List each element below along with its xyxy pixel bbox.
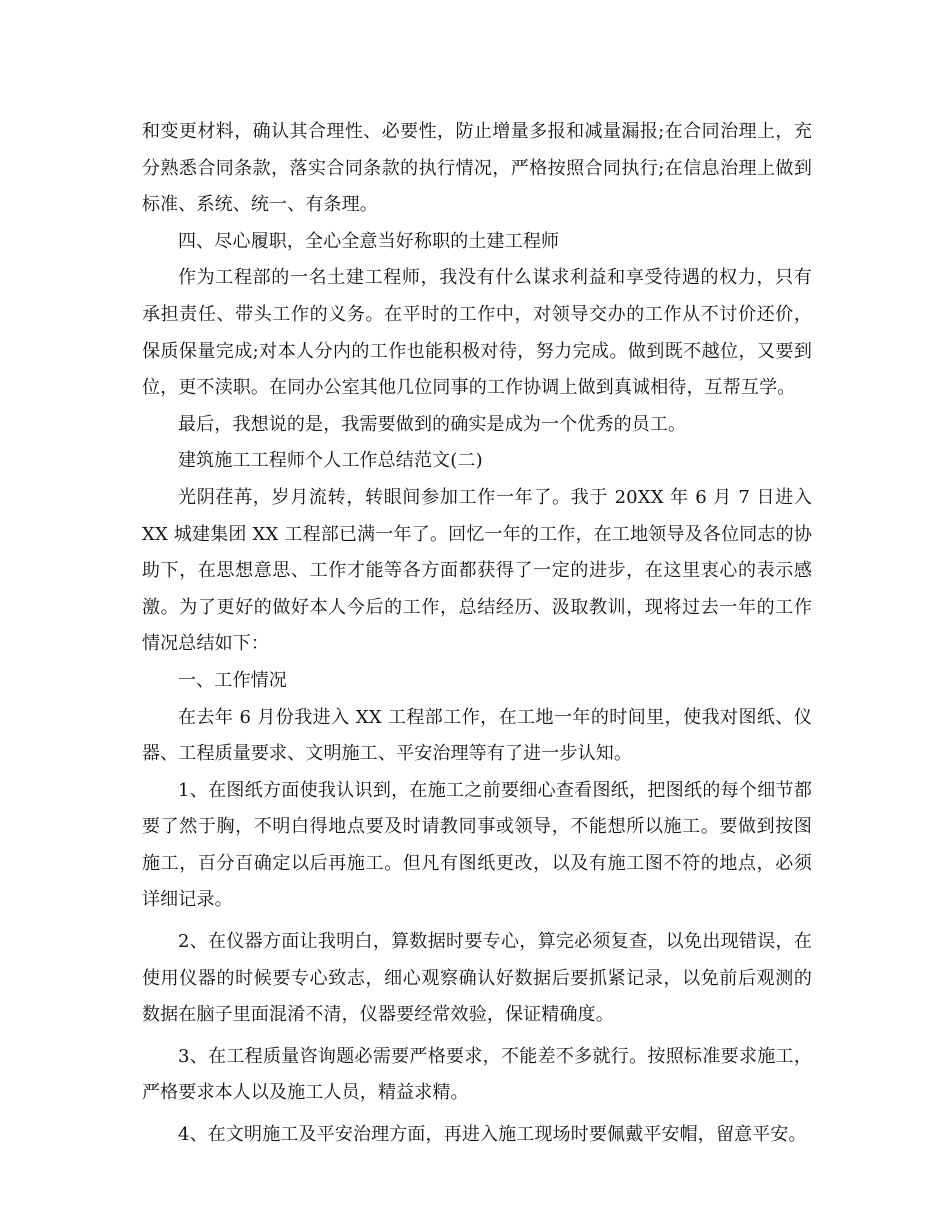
section-heading-four: 四、尽心履职，全心全意当好称职的土建工程师 xyxy=(178,230,560,252)
paragraph-item-drawings: 1、在图纸方面使我认识到，在施工之前要细心查看图纸，把图纸的每个细节都要了然于胸，不明白得地点要及时请教同事或领导，不能想所以施工。要做到按图施工，百分百确定以后再施工。但凡有图纸更改，以及有施工图不符的地点，必须详细记录。 xyxy=(142,779,812,911)
article-title-two: 建筑施工工程师个人工作总结范文(二) xyxy=(178,450,483,472)
paragraph-civil-engineer-duty: 作为工程部的一名土建工程师，我没有什么谋求利益和享受待遇的权力，只有承担责任、带头工作的义务。在平时的工作中，对领导交办的工作从不讨价还价，保质保量完成;对本人分内的工作也能积极对待，努力完成。做到既不越位，又要到位，更不渎职。在同办公室其他几位同事的工作协调上做到真诚相待，互帮互学。 xyxy=(142,267,812,399)
document-page xyxy=(142,114,812,1154)
paragraph-closing-remark: 最后，我想说的是，我需要做到的确实是成为一个优秀的员工。 xyxy=(178,413,687,435)
paragraph-introduction: 光阴荏苒，岁月流转，转眼间参加工作一年了。我于 20XX 年 6 月 7 日进入 XX 城建集团 XX 工程部已满一年了。回忆一年的工作，在工地领导及各位同志的协助下，在思想意思、工作才能等各方面都获得了一定的进步，在这里衷心的表示感激。为了更好的做好本人今后的工作，总结经历、汲取教训，现将过去一年的工作情况总结如下： xyxy=(142,486,812,655)
paragraph-item-safety: 4、在文明施工及平安治理方面，再进入施工现场时要佩戴平安帽，留意平安。 xyxy=(178,1124,807,1146)
section-heading-work-status: 一、工作情况 xyxy=(178,669,287,691)
paragraph-work-overview: 在去年 6 月份我进入 XX 工程部工作，在工地一年的时间里，使我对图纸、仪器、工程质量要求、文明施工、平安治理等有了进一步认知。 xyxy=(142,706,812,765)
paragraph-item-quality: 3、在工程质量咨询题必需要严格要求，不能差不多就行。按照标准要求施工，严格要求本人以及施工人员，精益求精。 xyxy=(142,1045,812,1104)
paragraph-item-instruments: 2、在仪器方面让我明白，算数据时要专心，算完必须复查，以免出现错误，在使用仪器的时候要专心致志，细心观察确认好数据后要抓紧记录，以免前后观测的数据在脑子里面混淆不清，仪器要经常效验，保证精确度。 xyxy=(142,931,812,1026)
paragraph-contract-management: 和变更材料，确认其合理性、必要性，防止增量多报和减量漏报;在合同治理上，充分熟悉合同条款，落实合同条款的执行情况，严格按照合同执行;在信息治理上做到标准、系统、统一、有条理。 xyxy=(142,121,812,216)
